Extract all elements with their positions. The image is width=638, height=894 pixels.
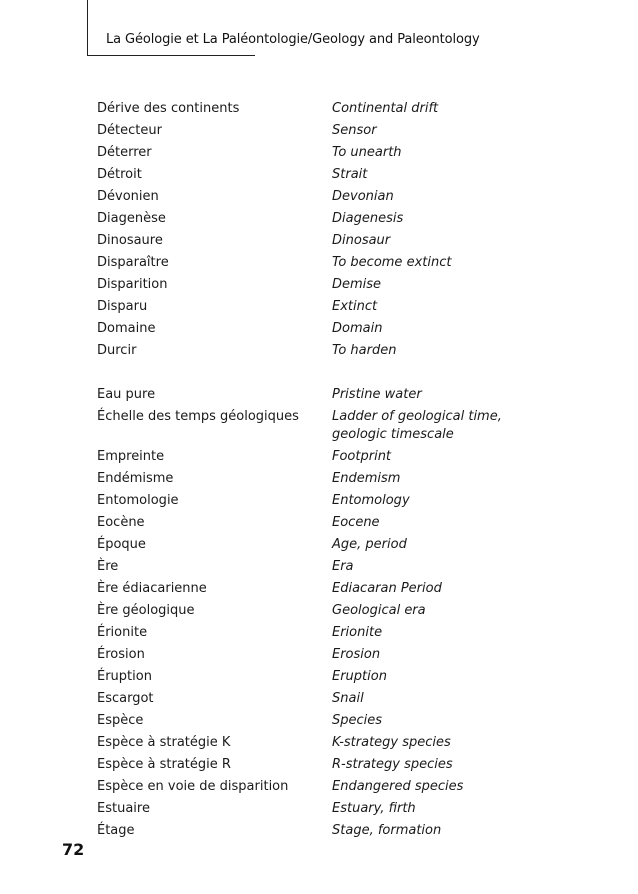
glossary-entry: [97, 340, 537, 362]
french-term: Disparaître: [97, 255, 169, 270]
french-term: Détecteur: [97, 123, 162, 138]
glossary-entry: [97, 490, 537, 512]
english-term: Extinct: [332, 299, 378, 314]
english-term: Pristine water: [332, 387, 422, 402]
glossary-entry: [97, 534, 537, 556]
glossary-entry: [97, 446, 537, 468]
glossary-entry: [97, 230, 537, 252]
english-term: To harden: [332, 343, 397, 358]
glossary-group: [97, 384, 537, 842]
page-number: 72: [62, 840, 85, 859]
glossary-entry: [97, 208, 537, 230]
english-term: Erosion: [332, 647, 381, 662]
english-term: Ediacaran Period: [332, 581, 442, 596]
glossary-entry: [97, 252, 537, 274]
french-term: Ère géologique: [97, 603, 195, 618]
english-term: Endangered species: [332, 779, 464, 794]
glossary-entry: [97, 578, 537, 600]
french-term: Eocène: [97, 515, 145, 530]
french-term: Dérive des continents: [97, 101, 240, 116]
french-term: Disparition: [97, 277, 168, 292]
english-term: Endemism: [332, 471, 401, 486]
french-term: Espèce en voie de disparition: [97, 779, 289, 794]
english-term: Erionite: [332, 625, 383, 640]
french-term: Espèce: [97, 713, 144, 728]
english-term: Entomology: [332, 493, 410, 508]
english-term: Age, period: [332, 537, 407, 552]
glossary-entry: [97, 186, 537, 208]
glossary-entry: [97, 556, 537, 578]
english-term: Geological era: [332, 603, 426, 618]
glossary-entry: [97, 120, 537, 142]
glossary-entry: [97, 274, 537, 296]
english-term: Footprint: [332, 449, 392, 464]
glossary-entry: [97, 318, 537, 340]
english-term: Continental drift: [332, 101, 439, 116]
english-term: Domain: [332, 321, 383, 336]
french-term: Érosion: [97, 647, 145, 662]
glossary-entry: [97, 644, 537, 666]
french-term: Époque: [97, 537, 146, 552]
french-term: Entomologie: [97, 493, 179, 508]
english-term: Demise: [332, 277, 382, 292]
french-term: Espèce à stratégie R: [97, 757, 231, 772]
english-term: To become extinct: [332, 255, 452, 270]
glossary-entry: [97, 512, 537, 534]
english-term: Era: [332, 559, 354, 574]
english-term: Devonian: [332, 189, 394, 204]
running-header: La Géologie et La Paléontologie/Geology and Paleontology: [106, 32, 480, 47]
french-term: Escargot: [97, 691, 154, 706]
english-term: Dinosaur: [332, 233, 391, 248]
glossary-entry: [97, 732, 537, 754]
french-term: Estuaire: [97, 801, 150, 816]
glossary-entry: [97, 98, 537, 120]
glossary-entry: [97, 820, 537, 842]
french-term: Dinosaure: [97, 233, 163, 248]
english-term: Strait: [332, 167, 368, 182]
english-term: Diagenesis: [332, 211, 404, 226]
glossary-list: [97, 98, 537, 842]
glossary-entry: [97, 776, 537, 798]
french-term: Disparu: [97, 299, 148, 314]
glossary-entry: [97, 296, 537, 318]
french-term: Détroit: [97, 167, 142, 182]
glossary-entry: [97, 688, 537, 710]
english-term: Ladder of geological time, geologic timescale: [332, 409, 502, 442]
glossary-entry: [97, 164, 537, 186]
glossary-entry: [97, 384, 537, 406]
french-term: Déterrer: [97, 145, 152, 160]
english-term: To unearth: [332, 145, 402, 160]
french-term: Empreinte: [97, 449, 165, 464]
glossary-entry: [97, 142, 537, 164]
french-term: Ère édiacarienne: [97, 581, 207, 596]
french-term: Érionite: [97, 625, 148, 640]
french-term: Durcir: [97, 343, 137, 358]
glossary-entry: [97, 622, 537, 644]
header-rule-vertical: [87, 0, 88, 56]
french-term: Domaine: [97, 321, 156, 336]
glossary-entry: [97, 798, 537, 820]
french-term: Diagenèse: [97, 211, 166, 226]
glossary-group: [97, 98, 537, 362]
french-term: Étage: [97, 823, 135, 838]
english-term: Eruption: [332, 669, 387, 684]
english-term: Sensor: [332, 123, 377, 138]
french-term: Éruption: [97, 669, 152, 684]
french-term: Ère: [97, 559, 119, 574]
english-term: Species: [332, 713, 383, 728]
glossary-entry: [97, 468, 537, 490]
english-term: Eocene: [332, 515, 380, 530]
english-term: K-strategy species: [332, 735, 451, 750]
french-term: Espèce à stratégie K: [97, 735, 231, 750]
glossary-entry: [97, 710, 537, 732]
french-term: Endémisme: [97, 471, 174, 486]
glossary-entry: [97, 666, 537, 688]
english-term: Snail: [332, 691, 364, 706]
french-term: Dévonien: [97, 189, 159, 204]
glossary-entry: [97, 406, 537, 446]
glossary-entry: [97, 754, 537, 776]
french-term: Eau pure: [97, 387, 156, 402]
french-term: Échelle des temps géologiques: [97, 409, 299, 424]
english-term: Estuary, firth: [332, 801, 416, 816]
header-rule-horizontal: [87, 55, 255, 56]
english-term: R-strategy species: [332, 757, 453, 772]
glossary-entry: [97, 600, 537, 622]
english-term: Stage, formation: [332, 823, 442, 838]
